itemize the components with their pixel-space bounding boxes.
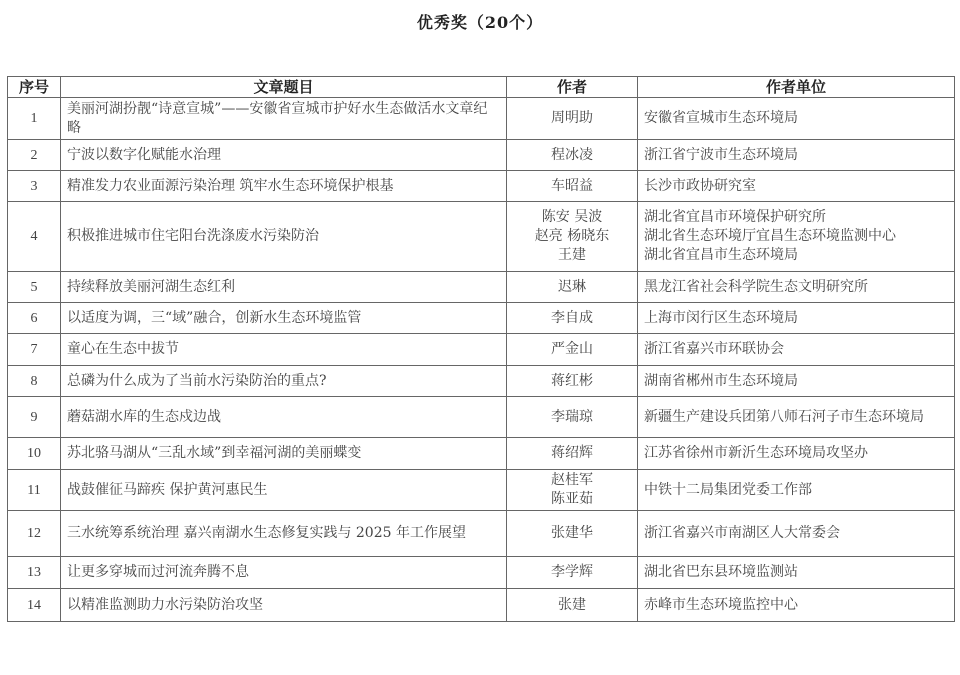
article-title: 三水统筹系统治理 嘉兴南湖水生态修复实践与 2025 年工作展望 xyxy=(61,511,507,557)
author-name: 车昭益 xyxy=(551,177,593,194)
author-unit-cell xyxy=(638,511,955,557)
row-number: 6 xyxy=(8,303,61,334)
row-number: 13 xyxy=(8,557,61,589)
article-title: 精准发力农业面源污染治理 筑牢水生态环境保护根基 xyxy=(61,171,507,202)
article-title: 积极推进城市住宅阳台洗涤废水污染防治 xyxy=(61,202,507,272)
header-author: 作者 xyxy=(507,77,638,98)
row-number: 5 xyxy=(8,272,61,303)
author-unit: 湖南省郴州市生态环境局 xyxy=(644,372,798,389)
author-cell xyxy=(507,470,638,511)
author-unit: 上海市闵行区生态环境局 xyxy=(644,309,798,326)
table-row xyxy=(8,202,955,272)
row-number: 12 xyxy=(8,511,61,557)
author-unit: 新疆生产建设兵团第八师石河子市生态环境局 xyxy=(644,408,924,425)
row-number: 7 xyxy=(8,334,61,366)
author-unit: 湖北省生态环境厅宜昌生态环境监测中心 xyxy=(644,228,896,244)
article-title: 持续释放美丽河湖生态红利 xyxy=(61,272,507,303)
row-number: 11 xyxy=(8,470,61,511)
awards-table xyxy=(7,76,955,622)
author-unit-cell xyxy=(638,589,955,622)
author-unit: 赤峰市生态环境监控中心 xyxy=(644,596,798,613)
row-number: 9 xyxy=(8,397,61,438)
row-number: 10 xyxy=(8,438,61,470)
article-title: 总磷为什么成为了当前水污染防治的重点? xyxy=(61,366,507,397)
author-unit-cell xyxy=(638,334,955,366)
author-unit: 黑龙江省社会科学院生态文明研究所 xyxy=(644,278,868,295)
author-unit-cell xyxy=(638,470,955,511)
author-name: 赵亮 杨晓东 xyxy=(534,228,610,244)
author-unit-cell xyxy=(638,303,955,334)
author-cell xyxy=(507,171,638,202)
table-row xyxy=(8,334,955,366)
author-name: 严金山 xyxy=(551,341,593,357)
author-unit: 长沙市政协研究室 xyxy=(644,177,756,194)
author-unit: 湖北省巴东县环境监测站 xyxy=(644,564,798,580)
author-name: 王建 xyxy=(558,247,586,263)
article-title: 蘑菇湖水库的生态戍边战 xyxy=(61,397,507,438)
row-number: 3 xyxy=(8,171,61,202)
article-title: 宁波以数字化赋能水治理 xyxy=(61,140,507,171)
header-unit: 作者单位 xyxy=(638,77,955,98)
row-number: 8 xyxy=(8,366,61,397)
author-cell xyxy=(507,98,638,140)
author-unit-cell xyxy=(638,397,955,438)
author-unit-cell xyxy=(638,98,955,140)
article-title: 以精准监测助力水污染防治攻坚 xyxy=(61,589,507,622)
table-header-row xyxy=(8,77,955,98)
table-row xyxy=(8,171,955,202)
page-title: 优秀奖（20个） xyxy=(416,13,544,32)
table-row xyxy=(8,272,955,303)
author-unit-cell xyxy=(638,438,955,470)
author-unit: 中铁十二局集团党委工作部 xyxy=(644,481,812,498)
table-row xyxy=(8,470,955,511)
table-row xyxy=(8,98,955,140)
author-cell xyxy=(507,366,638,397)
author-name: 李自成 xyxy=(551,309,593,326)
author-name: 张建 xyxy=(558,596,586,613)
table-row xyxy=(8,438,955,470)
article-title: 以适度为调，三“域”融合，创新水生态环境监管 xyxy=(61,303,507,334)
author-cell xyxy=(507,140,638,171)
author-name: 蒋绍辉 xyxy=(551,445,593,461)
row-number: 1 xyxy=(8,98,61,140)
article-title: 苏北骆马湖从“三乱水域”到幸福河湖的美丽蝶变 xyxy=(61,438,507,470)
author-cell xyxy=(507,511,638,557)
author-cell xyxy=(507,397,638,438)
table-row xyxy=(8,511,955,557)
author-cell xyxy=(507,272,638,303)
author-unit-cell xyxy=(638,272,955,303)
author-cell xyxy=(507,557,638,589)
table-row xyxy=(8,303,955,334)
article-title: 美丽河湖扮靓“诗意宣城”——安徽省宣城市护好水生态做活水文章纪略 xyxy=(61,98,507,140)
author-cell xyxy=(507,438,638,470)
author-name: 陈亚茹 xyxy=(551,491,593,507)
article-title: 让更多穿城而过河流奔腾不息 xyxy=(61,557,507,589)
row-number: 4 xyxy=(8,202,61,272)
author-unit: 浙江省嘉兴市南湖区人大常委会 xyxy=(644,525,840,541)
author-cell xyxy=(507,202,638,272)
table-row xyxy=(8,397,955,438)
author-name: 迟琳 xyxy=(558,278,586,295)
author-unit: 湖北省宜昌市生态环境局 xyxy=(644,247,798,263)
author-name: 李瑞琼 xyxy=(551,408,593,425)
author-unit: 江苏省徐州市新沂生态环境局攻坚办 xyxy=(644,445,868,461)
author-unit: 浙江省嘉兴市环联协会 xyxy=(644,341,784,357)
author-unit: 安徽省宣城市生态环境局 xyxy=(644,110,798,126)
author-name: 李学辉 xyxy=(551,564,593,580)
row-number: 14 xyxy=(8,589,61,622)
author-name: 赵桂军 xyxy=(551,472,593,488)
table-row xyxy=(8,140,955,171)
author-unit: 浙江省宁波市生态环境局 xyxy=(644,146,798,163)
author-name: 周明助 xyxy=(551,110,593,126)
author-cell xyxy=(507,589,638,622)
author-unit-cell xyxy=(638,140,955,171)
author-unit-cell xyxy=(638,171,955,202)
author-unit: 湖北省宜昌市环境保护研究所 xyxy=(644,209,826,225)
table-row xyxy=(8,366,955,397)
author-name: 张建华 xyxy=(551,525,593,541)
row-number: 2 xyxy=(8,140,61,171)
author-cell xyxy=(507,303,638,334)
header-no: 序号 xyxy=(8,77,61,98)
table-row xyxy=(8,589,955,622)
author-name: 程冰凌 xyxy=(551,146,593,163)
article-title: 战鼓催征马蹄疾 保护黄河惠民生 xyxy=(61,470,507,511)
author-unit-cell xyxy=(638,366,955,397)
article-title: 童心在生态中拔节 xyxy=(61,334,507,366)
author-name: 蒋红彬 xyxy=(551,372,593,389)
author-unit-cell xyxy=(638,557,955,589)
table-row xyxy=(8,557,955,589)
author-cell xyxy=(507,334,638,366)
author-unit-cell xyxy=(638,202,955,272)
author-name: 陈安 吴波 xyxy=(541,209,603,225)
header-title: 文章题目 xyxy=(61,77,507,98)
